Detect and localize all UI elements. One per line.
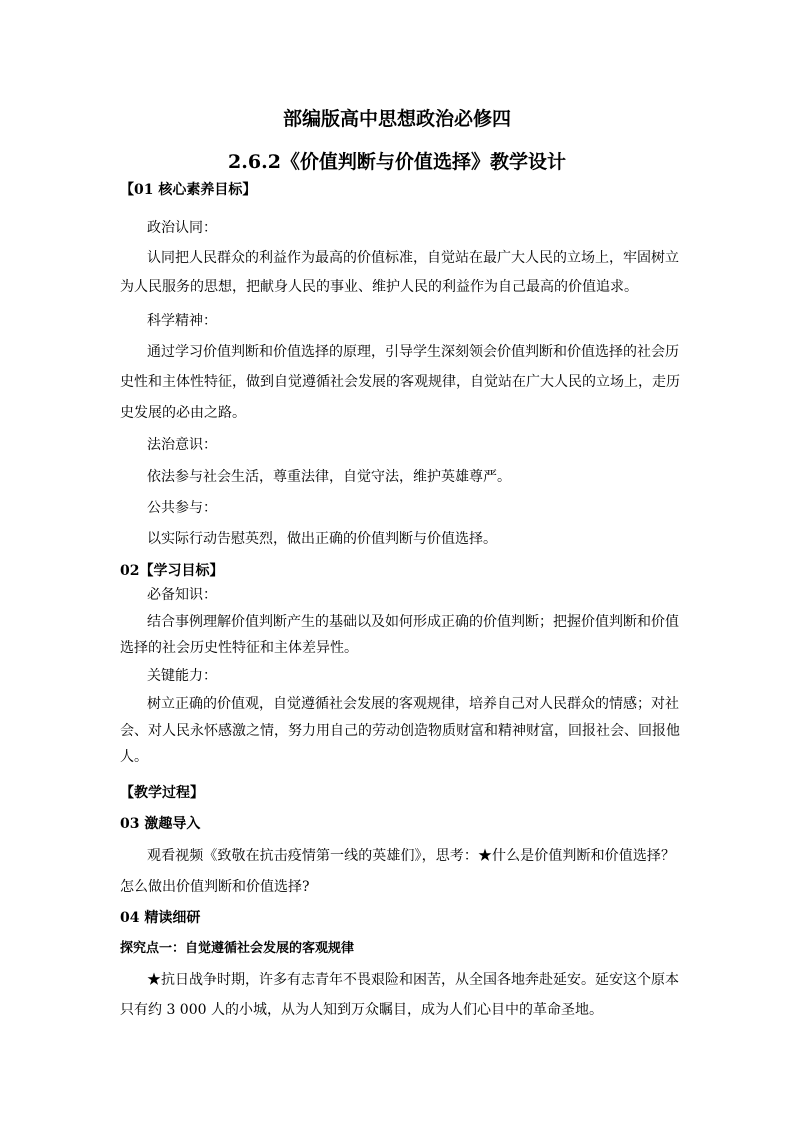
subheading-inquiry-point-one: 探究点一：自觉遵循社会发展的客观规律 (120, 941, 355, 956)
paragraph-line: 怎么做出价值判断和价值选择? (120, 879, 310, 895)
item-label-scientific-spirit: 科学精神： (147, 313, 217, 329)
paragraph-line: 认同把人民群众的利益作为最高的价值标准，自觉站在最广大人民的立场上，牢固树立 (147, 250, 679, 266)
paragraph-line: 会、对人民永怀感激之情，努力用自己的劳动创造物质财富和精神财富，回报社会、回报他 (120, 723, 680, 739)
section-heading-learning-goals: 02【学习目标】 (120, 563, 224, 579)
subheading-intro: 03 激趣导入 (120, 816, 201, 832)
paragraph-line: 只有约 3 000 人的小城，从为人知到万众瞩目，成为人们心目中的革命圣地。 (120, 1002, 603, 1018)
subheading-close-reading: 04 精读细研 (120, 910, 201, 926)
paragraph-line: 通过学习价值判断和价值选择的原理，引导学生深刻领会价值判断和价值选择的社会历 (147, 344, 679, 360)
item-label-public-participation: 公共参与： (147, 500, 217, 516)
item-label-required-knowledge: 必备知识： (147, 587, 217, 603)
section-heading-core-literacy: 【01 核心素养目标】 (120, 182, 257, 198)
paragraph-line: 人。 (120, 749, 148, 765)
item-label-political-identity: 政治认同： (147, 220, 217, 236)
paragraph-line: 依法参与社会生活，尊重法律，自觉守法，维护英雄尊严。 (147, 469, 511, 485)
paragraph-line: 观看视频《致敬在抗击疫情第一线的英雄们》，思考：★什么是价值判断和价值选择？ (147, 848, 675, 864)
section-heading-teaching-process: 【教学过程】 (120, 785, 204, 801)
paragraph-line: 选择的社会历史性特征和主体差异性。 (120, 640, 358, 656)
paragraph-line: 树立正确的价值观，自觉遵循社会发展的客观规律，培养自己对人民群众的情感；对社 (147, 696, 679, 712)
paragraph-line: 以实际行动告慰英烈，做出正确的价值判断与价值选择。 (147, 531, 497, 547)
paragraph-line: 史发展的必由之路。 (120, 405, 246, 421)
document-title: 部编版高中思想政治必修四 (282, 108, 511, 130)
item-label-key-ability: 关键能力： (147, 668, 217, 684)
document-subtitle: 2.6.2《价值判断与价值选择》教学设计 (228, 151, 566, 173)
item-label-rule-of-law: 法治意识： (147, 437, 217, 453)
paragraph-line: 结合事例理解价值判断产生的基础以及如何形成正确的价值判断；把握价值判断和价值 (147, 614, 679, 630)
paragraph-line: 为人民服务的思想，把献身人民的事业、维护人民的利益作为自己最高的价值追求。 (120, 279, 638, 295)
paragraph-line: 史性和主体性特征，做到自觉遵循社会发展的客观规律，自觉站在广大人民的立场上，走历 (120, 374, 680, 390)
paragraph-line: ★抗日战争时期，许多有志青年不畏艰险和困苦，从全国各地奔赴延安。延安这个原本 (147, 972, 679, 988)
